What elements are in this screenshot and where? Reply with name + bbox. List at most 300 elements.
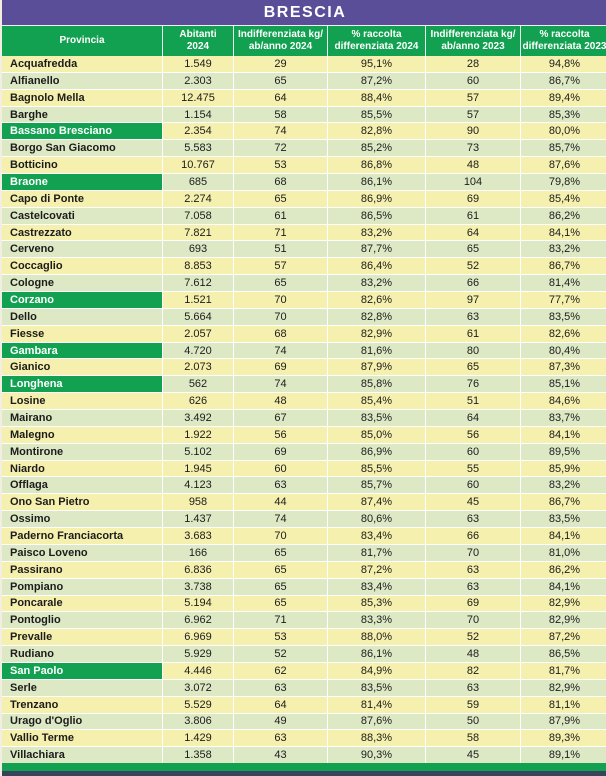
indifferenziata-2023-cell: [425, 107, 520, 123]
indifferenziata-2024-cell: [233, 140, 327, 156]
table-row: [2, 274, 606, 291]
raccolta-2024-cell: [327, 410, 425, 426]
indifferenziata-2023-cell: [425, 140, 520, 156]
indifferenziata-2023-cell: [425, 579, 520, 595]
indifferenziata-2024-value: 64: [274, 91, 287, 104]
raccolta-2023-cell: [520, 73, 606, 89]
indifferenziata-2023-cell: [425, 258, 520, 274]
indifferenziata-2023-value: 69: [466, 597, 480, 610]
header-label: % raccolta: [539, 29, 590, 40]
indifferenziata-2024-value: 53: [274, 631, 287, 644]
indifferenziata-2023-value: 61: [466, 327, 480, 340]
table-row: [2, 106, 606, 123]
abitanti-cell: [162, 123, 233, 139]
raccolta-2024-cell: [327, 359, 425, 375]
raccolta-2023-cell: [520, 309, 606, 325]
indifferenziata-2023-cell: [425, 241, 520, 257]
indifferenziata-2023-value: 65: [466, 243, 480, 256]
indifferenziata-2023-cell: [425, 343, 520, 359]
province-name: Villachiara: [10, 749, 65, 762]
table-row: [2, 729, 606, 746]
raccolta-2023-value: 85,7%: [548, 142, 581, 155]
indifferenziata-2023-value: 70: [466, 614, 480, 627]
table-row: [2, 325, 606, 342]
raccolta-2024-cell: [327, 107, 425, 123]
abitanti-cell: [162, 241, 233, 257]
raccolta-2023-cell: [520, 730, 606, 746]
raccolta-2024-value: 87,6%: [360, 715, 393, 728]
table-row: [2, 224, 606, 241]
raccolta-2023-value: 86,7%: [548, 74, 581, 87]
indifferenziata-2023-value: 70: [466, 546, 480, 559]
indifferenziata-2024-cell: [233, 579, 327, 595]
raccolta-2023-value: 83,2%: [548, 479, 581, 492]
indifferenziata-2023-value: 90: [466, 125, 480, 138]
raccolta-2024-cell: [327, 494, 425, 510]
raccolta-2023-value: 85,1%: [548, 378, 581, 391]
raccolta-2024-value: 81,4%: [360, 698, 393, 711]
table-row: [2, 460, 606, 477]
indifferenziata-2023-value: 80: [466, 344, 480, 357]
indifferenziata-2023-value: 104: [463, 175, 483, 188]
raccolta-2024-cell: [327, 309, 425, 325]
abitanti-cell: [162, 477, 233, 493]
abitanti-value: 685: [188, 175, 208, 188]
raccolta-2023-value: 86,2%: [548, 209, 581, 222]
abitanti-cell: [162, 258, 233, 274]
abitanti-cell: [162, 309, 233, 325]
raccolta-2023-value: 81,7%: [548, 664, 581, 677]
indifferenziata-2024-cell: [233, 309, 327, 325]
indifferenziata-2024-cell: [233, 174, 327, 190]
raccolta-2023-cell: [520, 174, 606, 190]
raccolta-2024-value: 85,4%: [360, 395, 393, 408]
indifferenziata-2023-value: 66: [466, 277, 480, 290]
province-cell: [2, 612, 162, 628]
indifferenziata-2024-value: 70: [274, 310, 287, 323]
raccolta-2024-cell: [327, 562, 425, 578]
abitanti-value: 3.492: [184, 411, 212, 424]
raccolta-2024-value: 83,4%: [360, 529, 393, 542]
raccolta-2023-value: 87,9%: [548, 715, 581, 728]
raccolta-2024-value: 86,8%: [360, 159, 393, 172]
province-cell: [2, 714, 162, 730]
province-cell: [2, 90, 162, 106]
raccolta-2023-cell: [520, 359, 606, 375]
indifferenziata-2023-cell: [425, 309, 520, 325]
province-cell: [2, 359, 162, 375]
indifferenziata-2024-value: 70: [274, 529, 287, 542]
indifferenziata-2024-value: 53: [274, 159, 287, 172]
indifferenziata-2024-cell: [233, 494, 327, 510]
indifferenziata-2024-value: 70: [274, 293, 287, 306]
raccolta-2023-value: 87,3%: [548, 361, 581, 374]
indifferenziata-2023-value: 76: [466, 378, 480, 391]
abitanti-cell: [162, 612, 233, 628]
footer-dark-bar: [2, 771, 606, 776]
raccolta-2023-cell: [520, 663, 606, 679]
table-row: [2, 156, 606, 173]
province-name: Bagnolo Mella: [10, 91, 85, 104]
header-raccolta-2024: [327, 26, 425, 56]
abitanti-cell: [162, 562, 233, 578]
raccolta-2023-value: 85,9%: [548, 462, 581, 475]
indifferenziata-2024-value: 71: [274, 614, 287, 627]
raccolta-2023-value: 83,5%: [548, 310, 581, 323]
raccolta-2024-value: 86,4%: [360, 260, 393, 273]
abitanti-cell: [162, 410, 233, 426]
table-row: [2, 56, 606, 72]
raccolta-2024-cell: [327, 73, 425, 89]
abitanti-value: 2.057: [184, 327, 212, 340]
indifferenziata-2023-value: 57: [466, 108, 480, 121]
abitanti-value: 3.683: [184, 529, 212, 542]
indifferenziata-2024-cell: [233, 461, 327, 477]
indifferenziata-2023-value: 56: [466, 428, 480, 441]
table-row: [2, 308, 606, 325]
abitanti-value: 626: [188, 395, 208, 408]
province-name: Acquafredda: [10, 57, 78, 70]
abitanti-value: 7.821: [184, 226, 212, 239]
abitanti-value: 8.853: [184, 260, 212, 273]
abitanti-value: 10.767: [181, 159, 215, 172]
indifferenziata-2024-cell: [233, 410, 327, 426]
raccolta-2023-value: 86,2%: [548, 563, 581, 576]
raccolta-2024-cell: [327, 275, 425, 291]
indifferenziata-2024-value: 44: [274, 496, 287, 509]
province-name: Passirano: [10, 563, 63, 576]
header-indifferenziata-2024: [233, 26, 327, 56]
indifferenziata-2023-cell: [425, 73, 520, 89]
raccolta-2023-value: 81,4%: [548, 277, 581, 290]
raccolta-2024-cell: [327, 663, 425, 679]
province-cell: [2, 157, 162, 173]
abitanti-cell: [162, 140, 233, 156]
table-row: [2, 443, 606, 460]
indifferenziata-2023-value: 60: [466, 479, 480, 492]
indifferenziata-2024-cell: [233, 73, 327, 89]
raccolta-2023-value: 89,5%: [548, 445, 581, 458]
raccolta-2023-cell: [520, 107, 606, 123]
province-name: Corzano: [10, 293, 54, 306]
indifferenziata-2023-cell: [425, 730, 520, 746]
province-name: Poncarale: [10, 597, 63, 610]
header-abitanti-2024: [162, 26, 233, 56]
header-label: Provincia: [59, 35, 105, 46]
raccolta-2024-cell: [327, 461, 425, 477]
raccolta-2023-value: 80,4%: [548, 344, 581, 357]
header-label: % raccolta: [351, 29, 402, 40]
abitanti-value: 4.446: [184, 664, 212, 677]
province-cell: [2, 747, 162, 763]
indifferenziata-2023-cell: [425, 123, 520, 139]
raccolta-2024-value: 85,8%: [360, 378, 393, 391]
indifferenziata-2024-value: 58: [274, 108, 287, 121]
raccolta-2024-value: 88,0%: [360, 631, 393, 644]
raccolta-2024-cell: [327, 343, 425, 359]
abitanti-cell: [162, 90, 233, 106]
abitanti-value: 1.922: [184, 428, 212, 441]
raccolta-2023-cell: [520, 494, 606, 510]
raccolta-2023-value: 87,2%: [548, 631, 581, 644]
raccolta-2024-cell: [327, 225, 425, 241]
raccolta-2023-value: 79,8%: [548, 175, 581, 188]
raccolta-2024-value: 87,4%: [360, 496, 393, 509]
province-name: Borgo San Giacomo: [10, 142, 116, 155]
raccolta-2024-cell: [327, 258, 425, 274]
indifferenziata-2023-cell: [425, 393, 520, 409]
province-cell: [2, 241, 162, 257]
province-cell: [2, 730, 162, 746]
province-name: Malegno: [10, 428, 55, 441]
raccolta-2024-cell: [327, 241, 425, 257]
indifferenziata-2024-value: 69: [274, 445, 287, 458]
province-name: Longhena: [10, 378, 63, 391]
province-name: Bassano Bresciano: [10, 125, 113, 138]
raccolta-2024-value: 95,1%: [360, 57, 393, 70]
indifferenziata-2024-value: 65: [274, 580, 287, 593]
indifferenziata-2024-value: 63: [274, 681, 287, 694]
province-name: Cerveno: [10, 243, 55, 256]
abitanti-cell: [162, 359, 233, 375]
raccolta-2024-cell: [327, 747, 425, 763]
province-cell: [2, 208, 162, 224]
abitanti-value: 5.529: [184, 698, 212, 711]
abitanti-cell: [162, 697, 233, 713]
table-row: [2, 190, 606, 207]
indifferenziata-2023-value: 97: [466, 293, 480, 306]
abitanti-cell: [162, 56, 233, 72]
indifferenziata-2023-value: 63: [466, 563, 480, 576]
raccolta-2023-cell: [520, 562, 606, 578]
raccolta-2023-cell: [520, 545, 606, 561]
province-name: Paisco Loveno: [10, 546, 88, 559]
indifferenziata-2023-value: 60: [466, 445, 480, 458]
raccolta-2023-cell: [520, 326, 606, 342]
abitanti-cell: [162, 191, 233, 207]
raccolta-2024-value: 90,3%: [360, 749, 393, 762]
table-header-row: [2, 25, 606, 56]
indifferenziata-2023-value: 69: [466, 192, 480, 205]
raccolta-2023-cell: [520, 511, 606, 527]
raccolta-2023-cell: [520, 697, 606, 713]
indifferenziata-2024-cell: [233, 56, 327, 72]
indifferenziata-2023-cell: [425, 191, 520, 207]
raccolta-2023-cell: [520, 208, 606, 224]
indifferenziata-2024-value: 74: [274, 344, 287, 357]
raccolta-2024-cell: [327, 646, 425, 662]
raccolta-2023-value: 89,4%: [548, 91, 581, 104]
raccolta-2024-cell: [327, 90, 425, 106]
raccolta-2023-value: 77,7%: [548, 293, 581, 306]
raccolta-2024-cell: [327, 326, 425, 342]
raccolta-2023-cell: [520, 477, 606, 493]
raccolta-2023-cell: [520, 393, 606, 409]
raccolta-2023-cell: [520, 444, 606, 460]
indifferenziata-2023-value: 59: [466, 698, 480, 711]
abitanti-value: 5.102: [184, 445, 212, 458]
indifferenziata-2024-cell: [233, 292, 327, 308]
raccolta-2024-cell: [327, 174, 425, 190]
table-row: [2, 510, 606, 527]
indifferenziata-2024-value: 65: [274, 546, 287, 559]
indifferenziata-2024-cell: [233, 241, 327, 257]
indifferenziata-2023-value: 55: [466, 462, 480, 475]
indifferenziata-2024-value: 60: [274, 462, 287, 475]
indifferenziata-2023-cell: [425, 461, 520, 477]
table-row: [2, 173, 606, 190]
table-row: [2, 342, 606, 359]
abitanti-value: 2.274: [184, 192, 212, 205]
raccolta-2024-value: 85,5%: [360, 462, 393, 475]
raccolta-2024-value: 83,3%: [360, 614, 393, 627]
province-cell: [2, 410, 162, 426]
table-row: [2, 679, 606, 696]
indifferenziata-2023-cell: [425, 157, 520, 173]
raccolta-2023-cell: [520, 292, 606, 308]
raccolta-2024-value: 82,9%: [360, 327, 393, 340]
table-row: [2, 89, 606, 106]
province-cell: [2, 511, 162, 527]
indifferenziata-2024-cell: [233, 444, 327, 460]
province-cell: [2, 73, 162, 89]
table-row: [2, 375, 606, 392]
indifferenziata-2024-value: 67: [274, 411, 287, 424]
province-cell: [2, 174, 162, 190]
raccolta-2024-cell: [327, 427, 425, 443]
abitanti-cell: [162, 427, 233, 443]
indifferenziata-2023-value: 48: [466, 159, 480, 172]
indifferenziata-2024-cell: [233, 663, 327, 679]
province-name: Pompiano: [10, 580, 64, 593]
table-row: [2, 240, 606, 257]
province-name: Gianico: [10, 361, 51, 374]
raccolta-2023-value: 84,1%: [548, 226, 581, 239]
abitanti-cell: [162, 646, 233, 662]
indifferenziata-2023-value: 63: [466, 310, 480, 323]
table-row: [2, 207, 606, 224]
raccolta-2024-cell: [327, 528, 425, 544]
indifferenziata-2023-cell: [425, 596, 520, 612]
indifferenziata-2023-value: 60: [466, 74, 480, 87]
abitanti-value: 3.738: [184, 580, 212, 593]
abitanti-cell: [162, 225, 233, 241]
raccolta-2024-value: 83,2%: [360, 226, 393, 239]
indifferenziata-2024-cell: [233, 646, 327, 662]
province-name: Dello: [10, 310, 37, 323]
abitanti-value: 3.806: [184, 715, 212, 728]
abitanti-cell: [162, 730, 233, 746]
indifferenziata-2023-value: 64: [466, 226, 480, 239]
abitanti-cell: [162, 393, 233, 409]
footer-green-bar: [2, 763, 606, 771]
header-provincia: [2, 26, 162, 56]
indifferenziata-2024-cell: [233, 376, 327, 392]
raccolta-2024-value: 86,5%: [360, 209, 393, 222]
header-label: Indifferenziata kg/: [237, 29, 323, 40]
indifferenziata-2023-cell: [425, 90, 520, 106]
raccolta-2024-value: 87,9%: [360, 361, 393, 374]
raccolta-2024-value: 88,3%: [360, 732, 393, 745]
raccolta-2023-cell: [520, 528, 606, 544]
abitanti-cell: [162, 326, 233, 342]
raccolta-2024-value: 83,5%: [360, 411, 393, 424]
province-name: Vallio Terme: [10, 732, 74, 745]
raccolta-2023-cell: [520, 646, 606, 662]
indifferenziata-2023-value: 63: [466, 681, 480, 694]
abitanti-cell: [162, 579, 233, 595]
province-name: Castelcovati: [10, 209, 75, 222]
province-name: Barghe: [10, 108, 48, 121]
indifferenziata-2023-cell: [425, 528, 520, 544]
province-name: Trenzano: [10, 698, 59, 711]
province-cell: [2, 326, 162, 342]
indifferenziata-2024-value: 49: [274, 715, 287, 728]
raccolta-2023-value: 80,0%: [548, 125, 581, 138]
indifferenziata-2024-value: 56: [274, 428, 287, 441]
table-row: [2, 645, 606, 662]
abitanti-value: 1.521: [184, 293, 212, 306]
indifferenziata-2024-value: 57: [274, 260, 287, 273]
indifferenziata-2024-value: 65: [274, 74, 287, 87]
abitanti-value: 4.720: [184, 344, 212, 357]
indifferenziata-2024-cell: [233, 714, 327, 730]
indifferenziata-2024-value: 71: [274, 226, 287, 239]
raccolta-2023-value: 85,3%: [548, 108, 581, 121]
province-cell: [2, 528, 162, 544]
indifferenziata-2024-value: 29: [274, 57, 287, 70]
abitanti-cell: [162, 714, 233, 730]
raccolta-2024-value: 83,5%: [360, 681, 393, 694]
province-cell: [2, 292, 162, 308]
abitanti-value: 5.194: [184, 597, 212, 610]
province-cell: [2, 107, 162, 123]
raccolta-2024-value: 85,7%: [360, 479, 393, 492]
province-name: Braone: [10, 175, 48, 188]
province-name: Coccaglio: [10, 260, 63, 273]
raccolta-2023-cell: [520, 461, 606, 477]
indifferenziata-2023-value: 57: [466, 91, 480, 104]
indifferenziata-2024-cell: [233, 275, 327, 291]
raccolta-2023-cell: [520, 123, 606, 139]
indifferenziata-2024-cell: [233, 612, 327, 628]
raccolta-2024-value: 87,7%: [360, 243, 393, 256]
indifferenziata-2023-value: 66: [466, 529, 480, 542]
raccolta-2024-cell: [327, 56, 425, 72]
indifferenziata-2024-value: 65: [274, 277, 287, 290]
province-cell: [2, 663, 162, 679]
header-label: ab/anno 2024: [248, 41, 313, 52]
indifferenziata-2023-cell: [425, 326, 520, 342]
abitanti-value: 2.354: [184, 125, 212, 138]
raccolta-2024-cell: [327, 477, 425, 493]
raccolta-2023-cell: [520, 714, 606, 730]
indifferenziata-2024-value: 43: [274, 749, 287, 762]
indifferenziata-2024-value: 64: [274, 698, 287, 711]
indifferenziata-2023-cell: [425, 494, 520, 510]
abitanti-value: 693: [188, 243, 208, 256]
raccolta-2024-cell: [327, 140, 425, 156]
abitanti-value: 1.549: [184, 57, 212, 70]
indifferenziata-2023-cell: [425, 444, 520, 460]
header-indifferenziata-2023: [425, 26, 520, 56]
indifferenziata-2023-cell: [425, 359, 520, 375]
abitanti-cell: [162, 680, 233, 696]
indifferenziata-2023-value: 65: [466, 361, 480, 374]
raccolta-2023-cell: [520, 157, 606, 173]
abitanti-cell: [162, 596, 233, 612]
abitanti-value: 12.475: [181, 91, 215, 104]
